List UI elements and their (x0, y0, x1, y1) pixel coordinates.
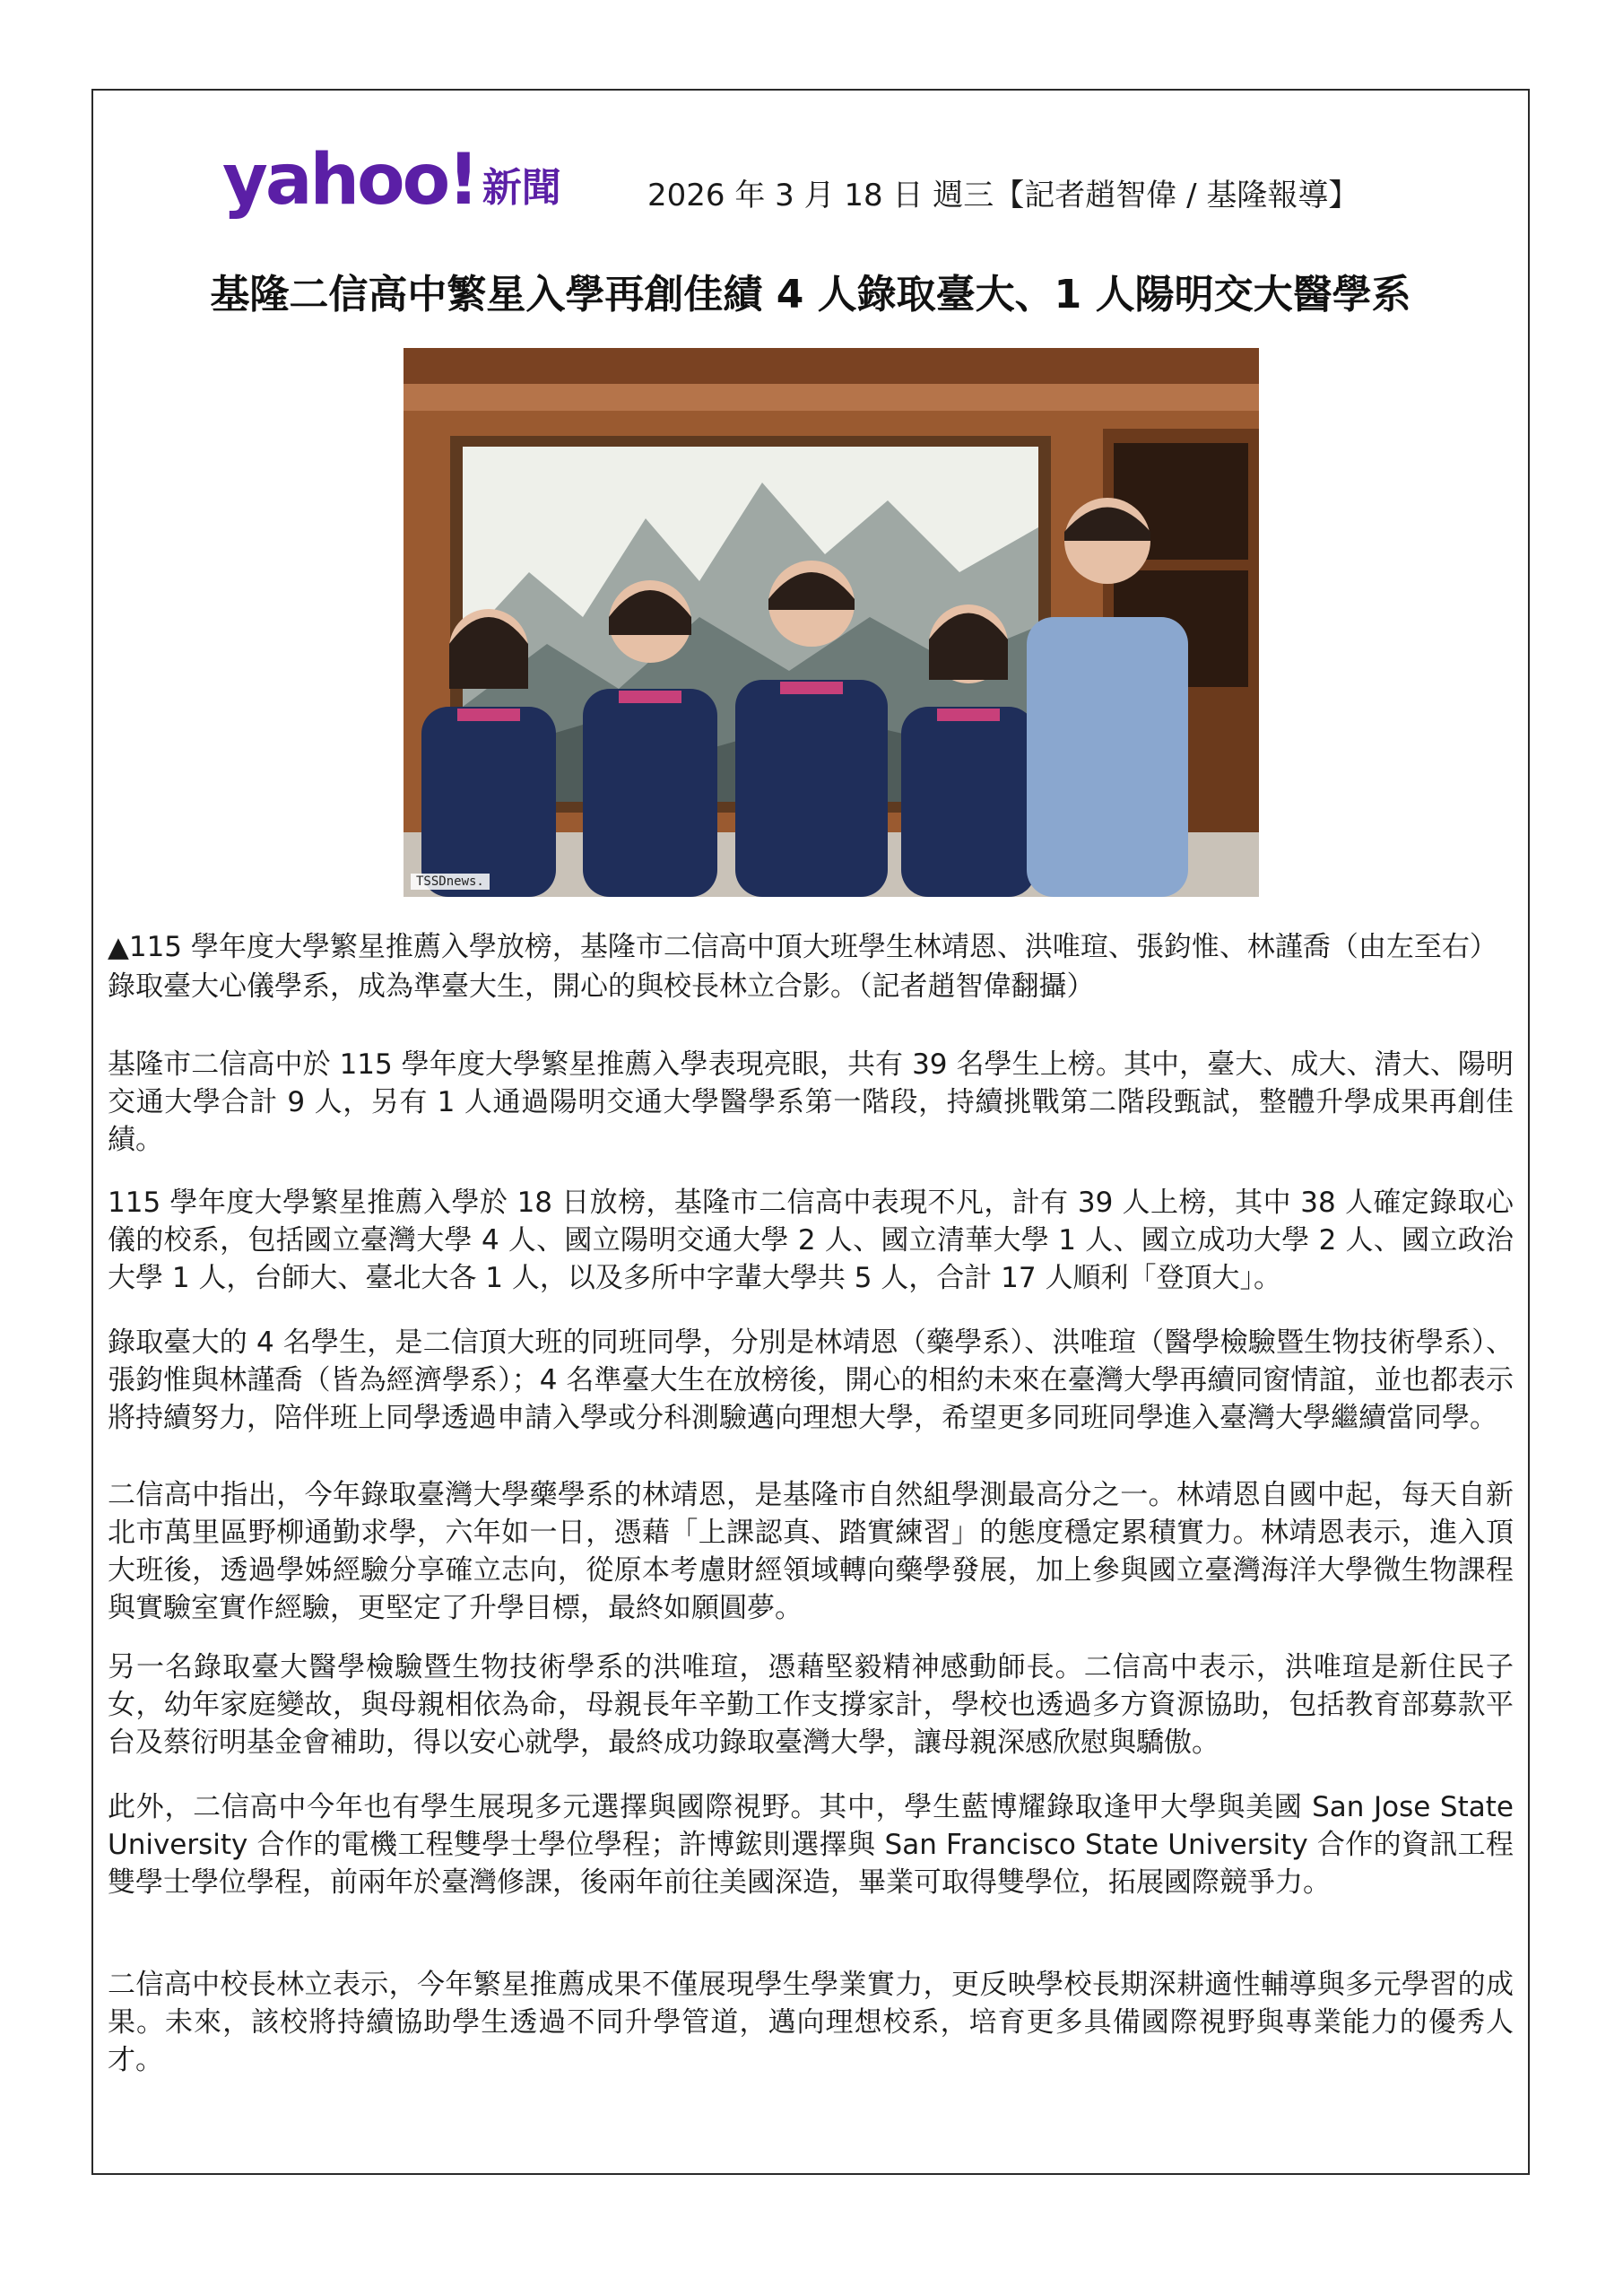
article-paragraph: 115 學年度大學繁星推薦入學於 18 日放榜，基隆市二信高中表現不凡，計有 39 人上榜，其中 38 人確定錄取心儀的校系，包括國立臺灣大學 4 人、國立陽明交通大學 2 人、國立清華大學 1 人、國立成功大學 2 人、國立政治大學 1 人，台師大、臺北大各 1 人，以及多所中字輩大學共 5 人，合計 17 人順利「登頂大」。 (108, 1187, 1514, 1294)
article-paragraph: 基隆市二信高中於 115 學年度大學繁星推薦入學表現亮眼，共有 39 名學生上榜。其中，臺大、成大、清大、陽明交通大學合計 9 人，另有 1 人通過陽明交通大學醫學系第一階段，持續挑戰第二階段甄試，整體升學成果再創佳績。 (108, 1048, 1514, 1156)
article-paragraph: 二信高中指出，今年錄取臺灣大學藥學系的林靖恩，是基隆市自然組學測最高分之一。林靖恩自國中起，每天自新北市萬里區野柳通勤求學，六年如一日，憑藉「上課認真、踏實練習」的態度穩定累積實力。林靖恩表示，進入頂大班後，透過學姊經驗分享確立志向，從原本考慮財經領域轉向藥學發展，加上參與國立臺灣海洋大學微生物課程與實驗室實作經驗，更堅定了升學目標，最終如願圓夢。 (108, 1479, 1514, 1624)
photo-watermark: TSSDnews. (411, 874, 490, 890)
photo-caption: ▲115 學年度大學繁星推薦入學放榜，基隆市二信高中頂大班學生林靖恩、洪唯瑄、張鈞惟、林謹喬（由左至右）錄取臺大心儀學系，成為準臺大生，開心的與校長林立合影。（記者趙智偉翻攝） (108, 931, 1497, 1003)
news-photo (404, 348, 1259, 897)
logo-section: 新聞 (482, 165, 561, 211)
group-photo-illustration (404, 348, 1259, 897)
logo-wordmark: yahoo! (222, 140, 477, 221)
article-paragraph: 此外，二信高中今年也有學生展現多元選擇與國際視野。其中，學生藍博耀錄取逢甲大學與美國 San Jose State University 合作的電機工程雙學士學位學程；許博鋐則選擇與 San Francisco State University 合作的資訊工程雙學士學位學程，前兩年於臺灣修課，後兩年前往美國深造，畢業可取得雙學位，拓展國際競爭力。 (108, 1791, 1514, 1899)
headline: 基隆二信高中繁星入學再創佳績 4 人錄取臺大、1 人陽明交大醫學系 (210, 272, 1411, 317)
article-paragraph: 錄取臺大的 4 名學生，是二信頂大班的同班同學，分別是林靖恩（藥學系）、洪唯瑄（醫學檢驗暨生物技術學系）、張鈞惟與林謹喬（皆為經濟學系）；4 名準臺大生在放榜後，開心的相約未來在臺灣大學再續同窗情誼，並也都表示將持續努力，陪伴班上同學透過申請入學或分科測驗邁向理想大學，希望更多同班同學進入臺灣大學繼續當同學。 (108, 1326, 1514, 1434)
dateline: 2026 年 3 月 18 日 週三【記者趙智偉 / 基隆報導】 (647, 178, 1359, 213)
article-paragraph: 二信高中校長林立表示，今年繁星推薦成果不僅展現學生學業實力，更反映學校長期深耕適性輔導與多元學習的成果。未來，該校將持續協助學生透過不同升學管道，邁向理想校系，培育更多具備國際視野與專業能力的優秀人才。 (108, 1969, 1514, 2076)
yahoo-news-logo (222, 135, 561, 221)
article-paragraph: 另一名錄取臺大醫學檢驗暨生物技術學系的洪唯瑄，憑藉堅毅精神感動師長。二信高中表示，洪唯瑄是新住民子女，幼年家庭變故，與母親相依為命，母親長年辛勤工作支撐家計，學校也透過多方資源協助，包括教育部募款平台及蔡衍明基金會補助，得以安心就學，最終成功錄取臺灣大學，讓母親深感欣慰與驕傲。 (108, 1651, 1514, 1759)
